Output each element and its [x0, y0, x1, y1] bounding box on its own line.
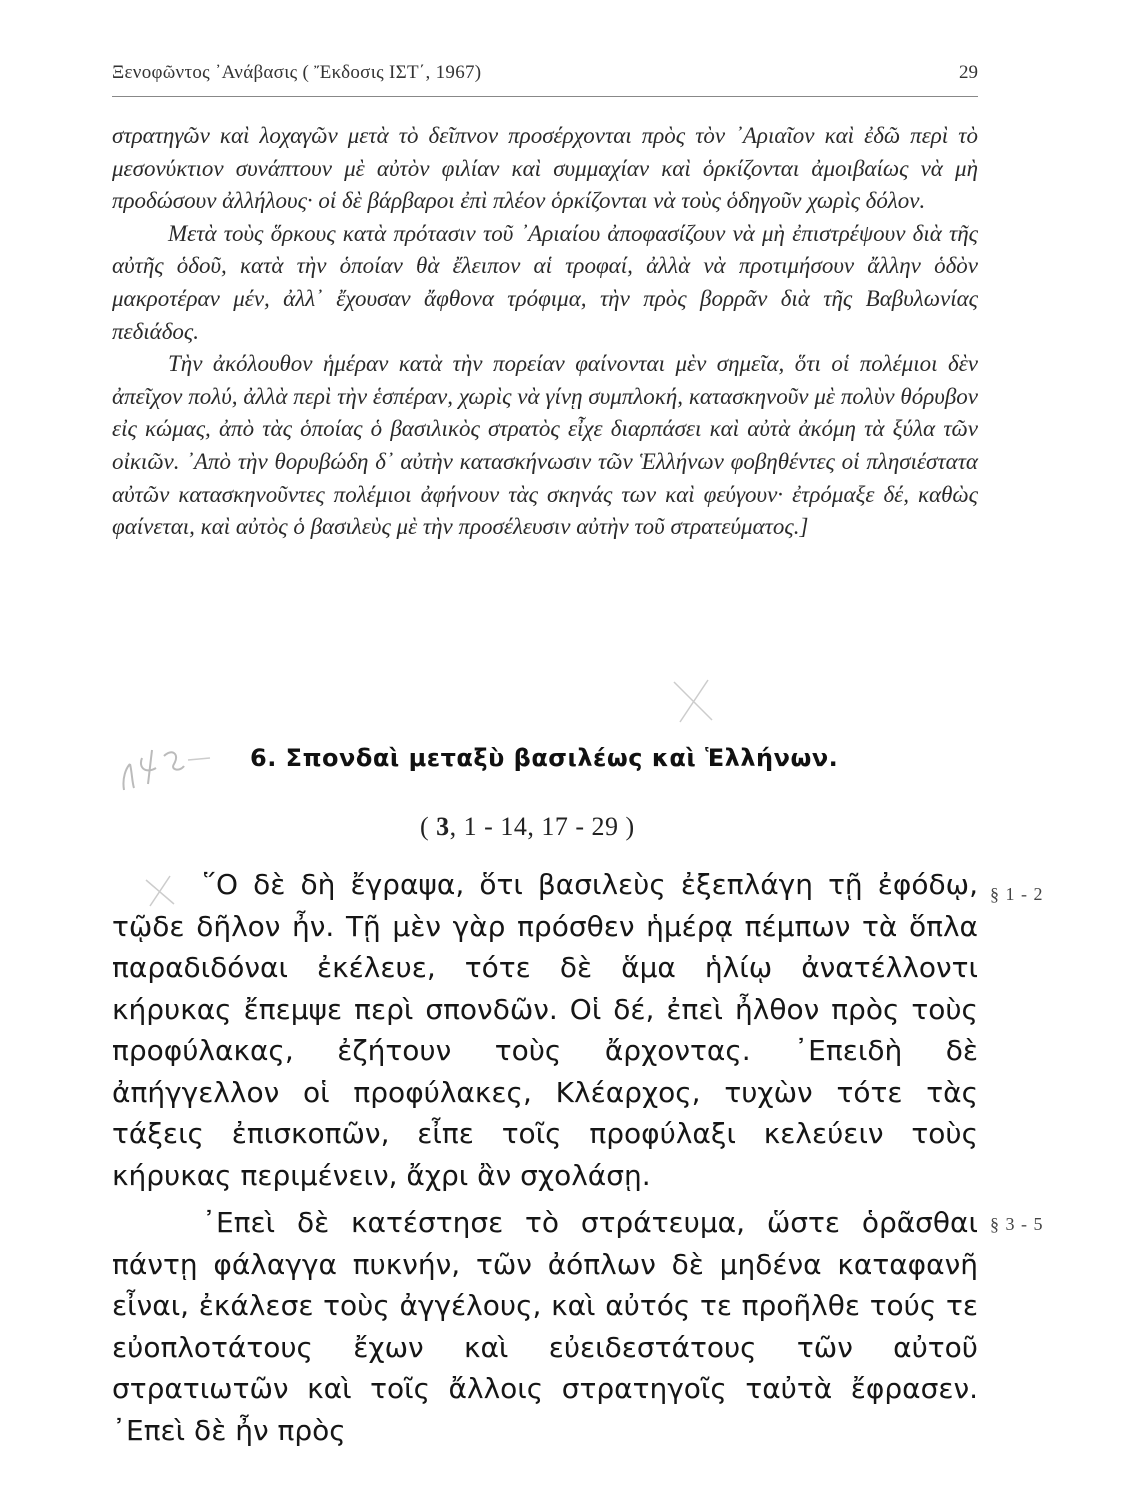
- running-header: [112, 62, 978, 92]
- section-ref-open: (: [420, 812, 437, 841]
- pencil-cross-icon: [668, 676, 718, 726]
- commentary-block: [112, 120, 978, 544]
- header-title: Ξενοφῶντος ᾿Ανάβασις ( Ἔκδοσις ΙΣΤ΄, 1967): [112, 62, 482, 83]
- commentary-paragraph: Μετὰ τοὺς ὅρκους κατὰ πρότασιν τοῦ ᾿Αριαίου ἀποφασίζουν νὰ μὴ ἐπιστρέψουν διὰ τῆς αὐτῆς ὁδοῦ, κατὰ τὴν ὁποίαν θὰ ἔλειπον αἱ τροφαί, ἀλλὰ νὰ προτιμήσουν ἄλλην ὁδὸν μακροτέραν μέν, ἀλλ᾿ ἔχουσαν ἄφθονα τρόφιμα, τὴν πρὸς βορρᾶν διὰ τῆς Βαβυλωνίας πεδιάδος.: [112, 220, 978, 344]
- main-paragraph: ᾿Επεὶ δὲ κατέστησε τὸ στράτευμα, ὥστε ὁρᾶσθαι πάντῃ φάλαγγα πυκνήν, τῶν ἀόπλων δὲ μηδένα καταφανῆ εἶναι, ἐκάλεσε τοὺς ἀγγέλους, καὶ αὐτός τε προῆλθε τούς τε εὐοπλοτάτους ἔχων καὶ εὐειδεστάτους τῶν αὐτοῦ στρατιωτῶν καὶ τοῖς ἄλλοις στρατηγοῖς ταὐτὰ ἔφρασεν. ᾿Επεὶ δὲ ἦν πρὸς: [112, 1206, 978, 1447]
- margin-reference: § 1 - 2: [990, 884, 1044, 904]
- commentary-paragraph: στρατηγῶν καὶ λοχαγῶν μετὰ τὸ δεῖπνον προσέρχονται πρὸς τὸν ᾿Αριαῖον καὶ ἐδῶ περὶ τὸ μεσονύκτιον συνάπτουν μὲ αὐτὸν φιλίαν καὶ συμμαχίαν καὶ ὁρκίζονται ἀμοιβαίως νὰ μὴ προδώσουν ἀλλήλους· οἱ δὲ βάρβαροι ἐπὶ πλέον ὁρκίζονται νὰ τοὺς ὁδηγοῦν χωρὶς δόλον.: [112, 123, 978, 214]
- section-title: 6. Σπονδαὶ μεταξὺ βασιλέως καὶ Ἑλλήνων.: [250, 744, 839, 772]
- page-number: 29: [959, 62, 978, 83]
- section-reference: [420, 812, 635, 842]
- commentary-paragraph: Τὴν ἀκόλουθον ἡμέραν κατὰ τὴν πορείαν φαίνονται μὲν σημεῖα, ὅτι οἱ πολέμιοι δὲν ἀπεῖχον πολύ, ἀλλὰ περὶ τὴν ἑσπέραν, χωρὶς νὰ γίνῃ συμπλοκή, κατασκηνοῦν μὲ πολὺν θόρυβον εἰς κώμας, ἀπὸ τὰς ὁποίας ὁ βασιλικὸς στρατὸς εἶχε διαρπάσει καὶ αὐτὰ ἀκόμη τὰ ξύλα τῶν οἰκιῶν. ᾿Απὸ τὴν θορυβώδη δ᾿ αὐτὴν κατασκήνωσιν τῶν Ἑλλήνων φοβηθέντες οἱ πλησιέστατα αὐτῶν κατασκηνοῦντες πολέμιοι ἀφήνουν τὰς σκηνάς των καὶ φεύγουν· ἐτρόμαξε δέ, καθὼς φαίνεται, καὶ αὐτὸς ὁ βασιλεὺς μὲ τὴν προσέλευσιν αὐτὴν τοῦ στρατεύματος.]: [112, 351, 978, 540]
- section-ref-range: , 1 - 14, 17 - 29 ): [449, 812, 635, 841]
- header-rule: [112, 96, 978, 97]
- margin-reference: § 3 - 5: [990, 1214, 1044, 1234]
- pencil-annotation-icon: [118, 738, 228, 798]
- main-greek-text: [112, 864, 978, 1451]
- section-ref-book: 3: [436, 812, 450, 841]
- main-paragraph: ῞Ο δὲ δὴ ἔγραψα, ὅτι βασιλεὺς ἐξεπλάγη τῇ ἐφόδῳ, τῷδε δῆλον ἦν. Τῇ μὲν γὰρ πρόσθεν ἡμέρᾳ πέμπων τὰ ὅπλα παραδιδόναι ἐκέλευε, τότε δὲ ἅμα ἡλίῳ ἀνατέλλοντι κήρυκας ἔπεμψε περὶ σπονδῶν. Οἱ δέ, ἐπεὶ ἦλθον πρὸς τοὺς προφύλακας, ἐζήτουν τοὺς ἄρχοντας. ᾿Επειδὴ δὲ ἀπήγγελλον οἱ προφύλακες, Κλέαρχος, τυχὼν τότε τὰς τάξεις ἐπισκοπῶν, εἶπε τοῖς προφύλαξι κελεύειν τοὺς κήρυκας περιμένειν, ἄχρι ἂν σχολάσῃ.: [112, 868, 978, 1192]
